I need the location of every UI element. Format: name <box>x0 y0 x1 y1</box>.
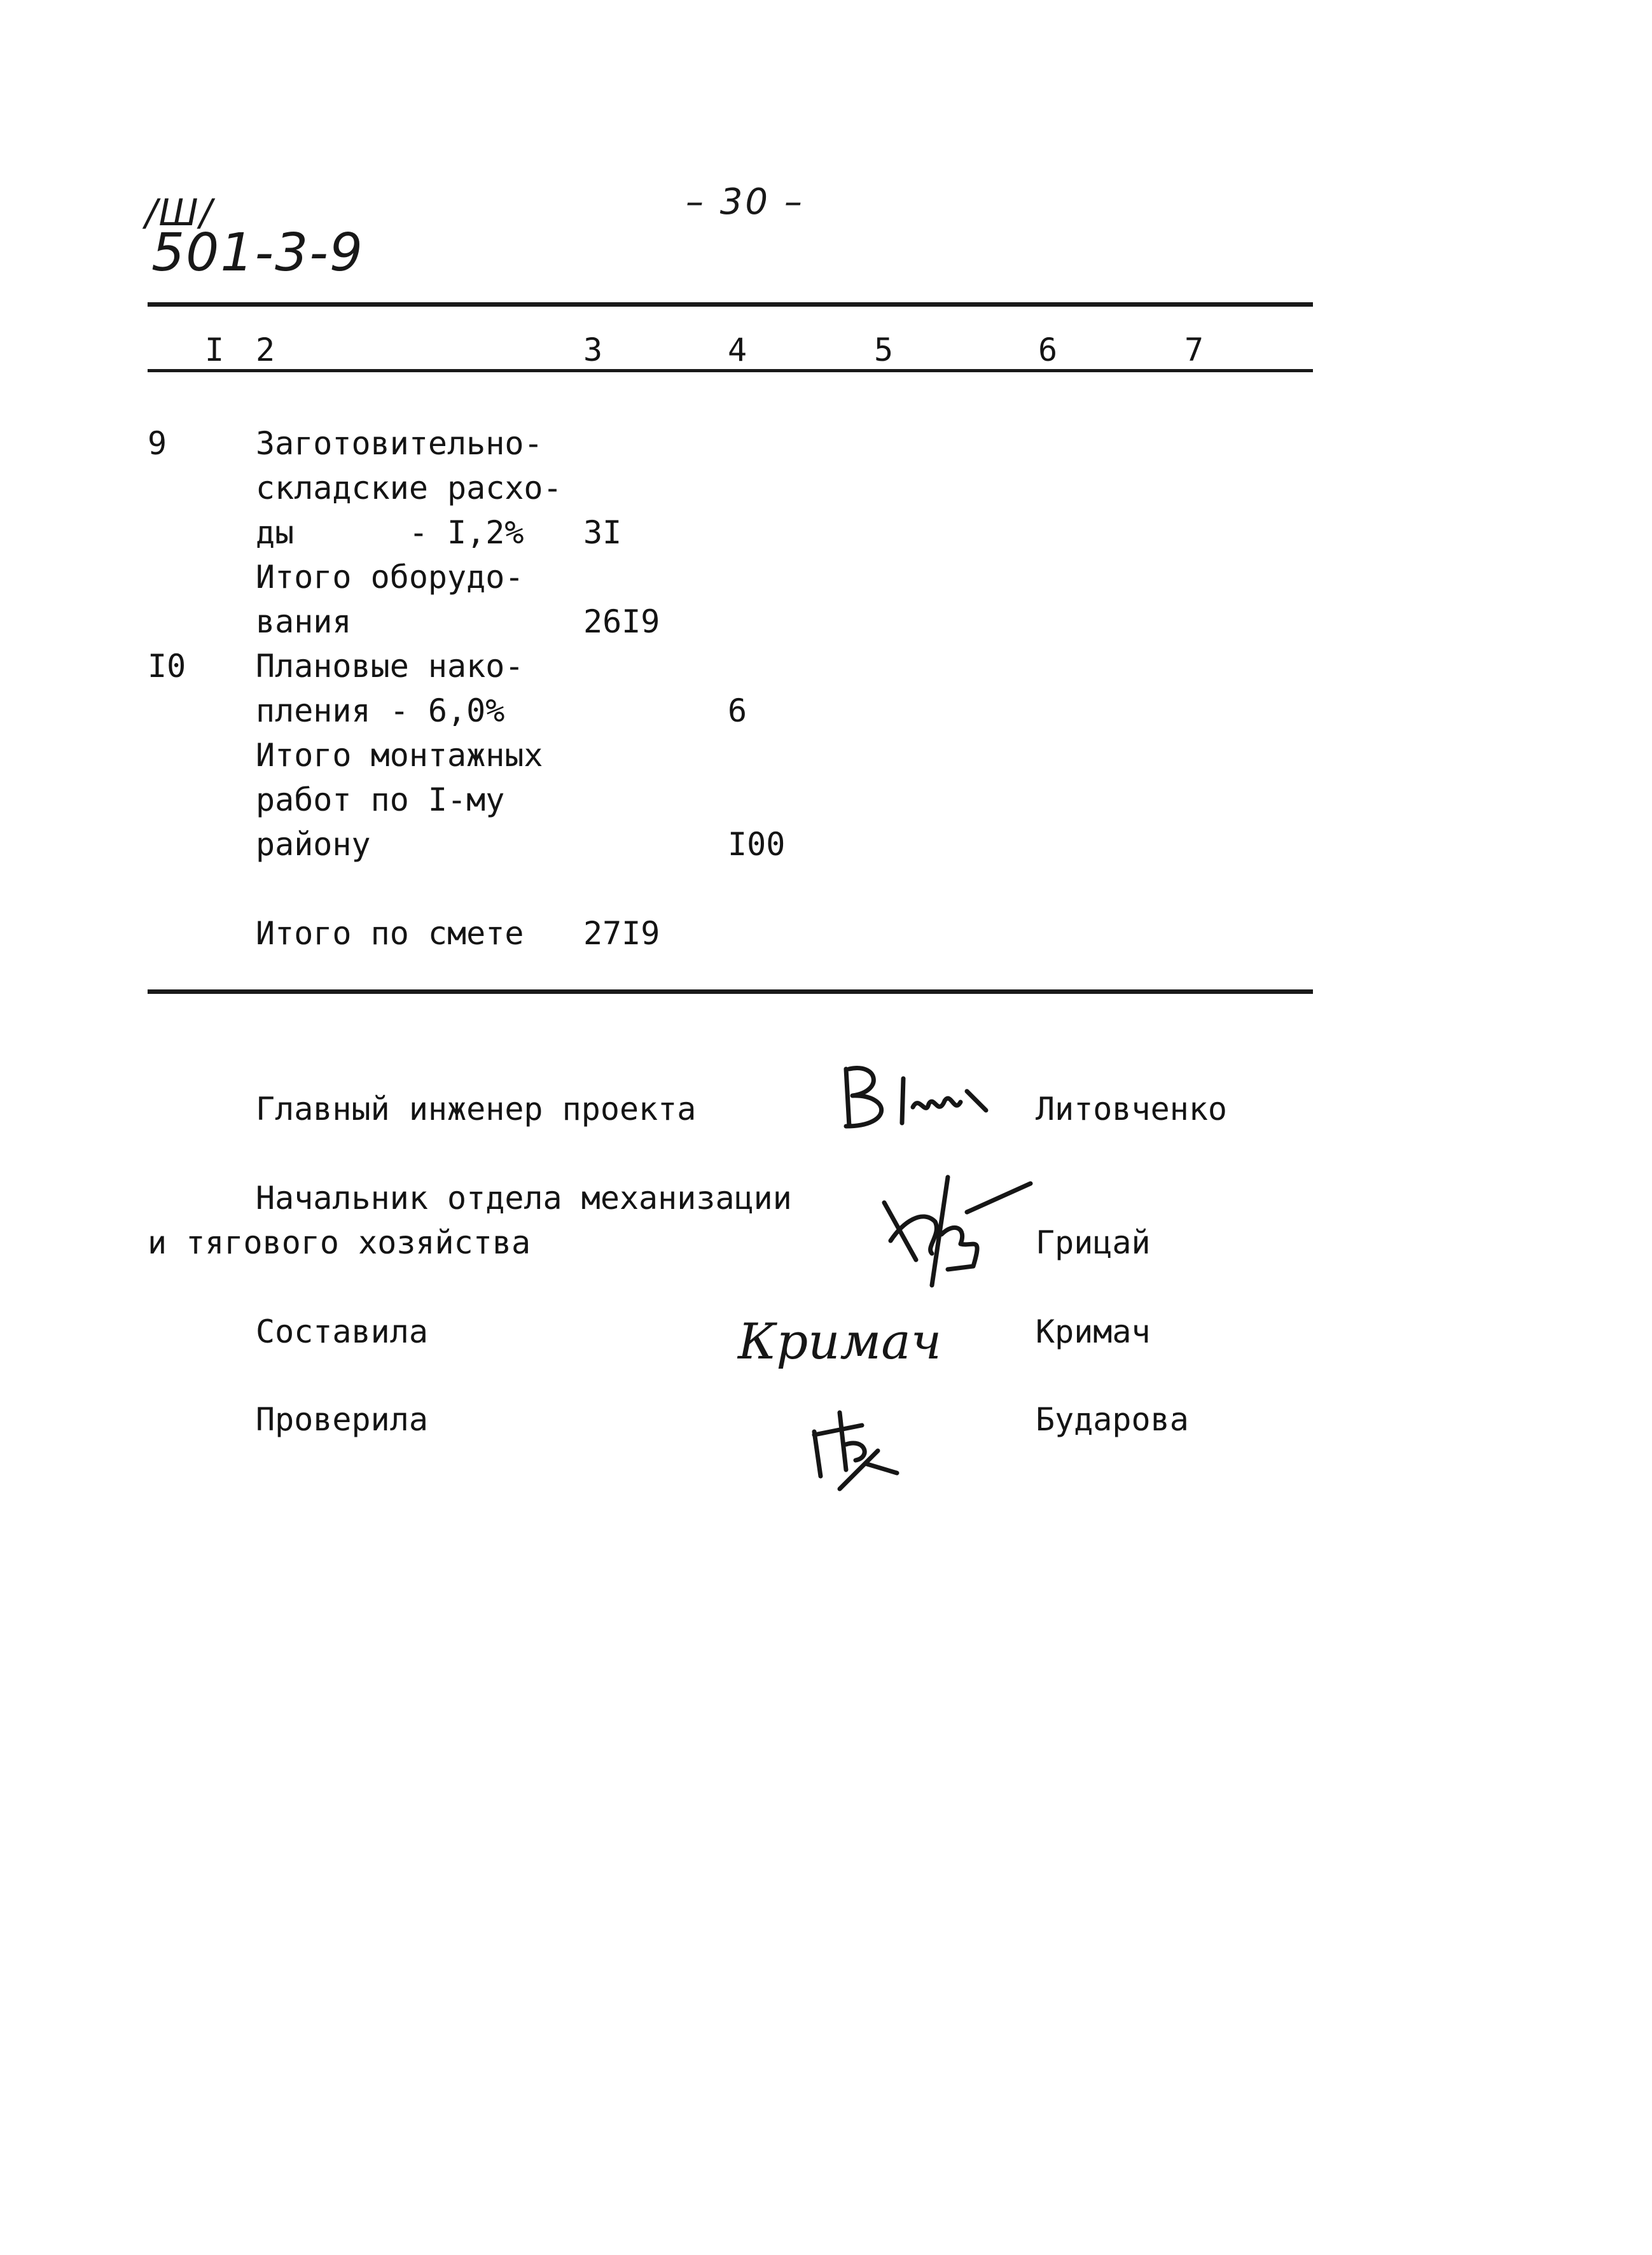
handwritten-signature-text: Кримач <box>738 1313 942 1371</box>
signatory-name: Бударова <box>1036 1401 1189 1438</box>
row-text-line: пления - 6,0% <box>256 692 505 729</box>
page-number: – 30 – <box>686 181 805 223</box>
row-value-col4: I00 <box>728 826 786 863</box>
row-text-line: району <box>256 826 371 863</box>
signatory-role-continued: и тягового хозяйства <box>148 1224 531 1261</box>
row-value-col4: 6 <box>728 692 747 729</box>
signature-gritsay <box>871 1164 1037 1292</box>
signature-krimach <box>732 1298 942 1393</box>
signatory-name: Кримач <box>1036 1313 1151 1350</box>
signatory-name: Грицай <box>1036 1224 1151 1261</box>
total-value: 27I9 <box>583 915 660 952</box>
row-text-line: Заготовительно- <box>256 425 543 462</box>
signatory-name: Литовченко <box>1036 1091 1228 1128</box>
table-header-rule <box>148 369 1313 372</box>
row-text-line: Плановые нако- <box>256 648 524 685</box>
row-text-line: ды - I,2% <box>256 514 524 551</box>
row-value-col3: 26I9 <box>583 603 660 640</box>
column-header-3: 3 <box>583 332 603 368</box>
column-header-5: 5 <box>874 332 894 368</box>
row-text-line: вания <box>256 603 352 640</box>
row-text-line: Итого монтажных <box>256 737 543 774</box>
column-header-6: 6 <box>1038 332 1058 368</box>
column-header-7: 7 <box>1184 332 1204 368</box>
row-number: 9 <box>148 425 167 462</box>
column-header-2: 2 <box>256 332 275 368</box>
table-bottom-rule <box>148 989 1313 994</box>
row-text-line: складские расхо- <box>256 470 562 506</box>
document-code: 501-3-9 <box>151 223 364 283</box>
document-code-prefix: /Ш/ <box>145 191 214 234</box>
row-number: I0 <box>148 648 186 685</box>
signatory-role: Начальник отдела механизации <box>256 1180 792 1217</box>
row-value-col3: 3I <box>583 514 622 551</box>
signatory-role: Главный инженер проекта <box>256 1091 697 1128</box>
column-header-1: I <box>205 332 225 368</box>
signatory-role: Составила <box>256 1313 428 1350</box>
row-text-line: работ по I-му <box>256 781 505 818</box>
total-label: Итого по смете <box>256 915 524 952</box>
table-top-rule <box>148 302 1313 307</box>
row-text-line: Итого оборудо- <box>256 559 524 596</box>
signature-budarova <box>802 1400 916 1495</box>
signature-litovchenko <box>833 1056 999 1139</box>
signatory-role: Проверила <box>256 1401 428 1438</box>
column-header-4: 4 <box>728 332 747 368</box>
